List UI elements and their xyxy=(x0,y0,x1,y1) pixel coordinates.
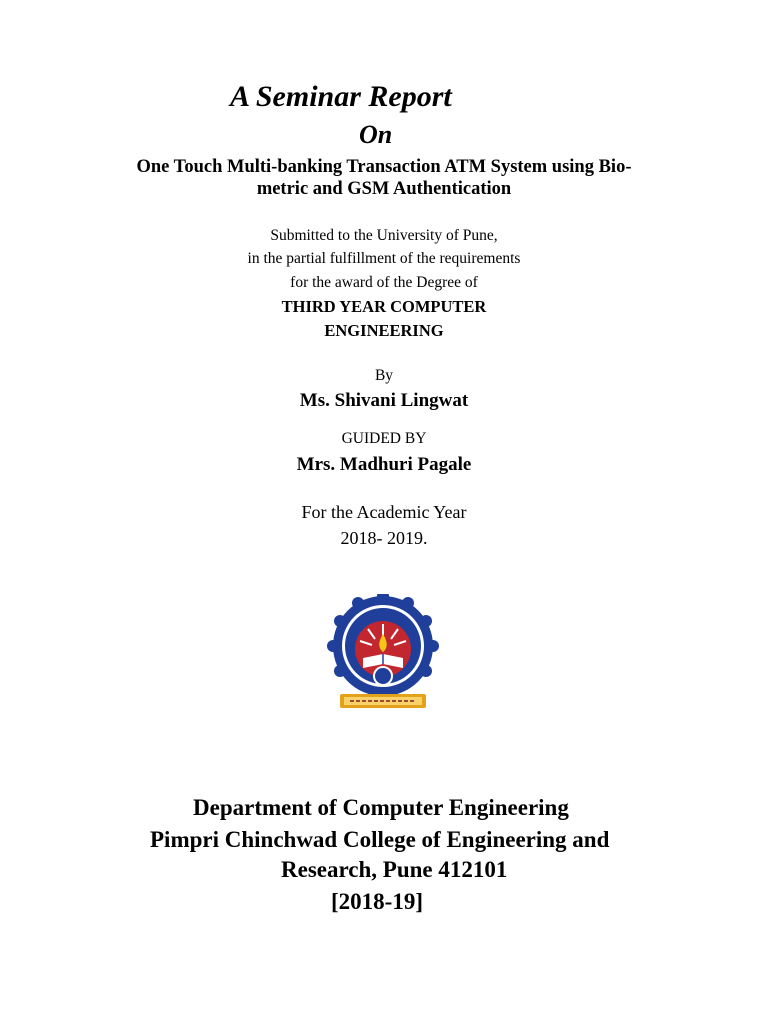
report-on: On xyxy=(359,120,393,149)
report-title: A Seminar Report xyxy=(230,80,452,113)
year-range: [2018-19] xyxy=(331,889,423,914)
guide-name: Mrs. Madhuri Pagale xyxy=(296,454,472,475)
college-name-line-2: Research, Pune 412101 xyxy=(281,857,508,882)
degree-line-2: ENGINEERING xyxy=(324,321,444,340)
submitted-line-2: in the partial fulfillment of the requirements xyxy=(247,250,521,267)
topic-line-2: metric and GSM Authentication xyxy=(256,179,512,199)
academic-year-label: For the Academic Year xyxy=(301,502,467,522)
topic-line-1: One Touch Multi-banking Transaction ATM System using Bio- xyxy=(136,157,632,177)
guided-by-label: GUIDED BY xyxy=(341,430,427,447)
college-emblem-icon xyxy=(318,594,448,714)
submitted-line-1: Submitted to the University of Pune, xyxy=(270,227,498,244)
by-label: By xyxy=(374,367,394,384)
college-name-line-1: Pimpri Chinchwad College of Engineering and xyxy=(150,827,610,852)
submitted-line-3: for the award of the Degree of xyxy=(290,274,478,291)
department-name: Department of Computer Engineering xyxy=(193,795,569,820)
degree-line-1: THIRD YEAR COMPUTER xyxy=(281,297,487,316)
student-name: Ms. Shivani Lingwat xyxy=(299,390,469,411)
academic-year-value: 2018- 2019. xyxy=(340,528,428,548)
